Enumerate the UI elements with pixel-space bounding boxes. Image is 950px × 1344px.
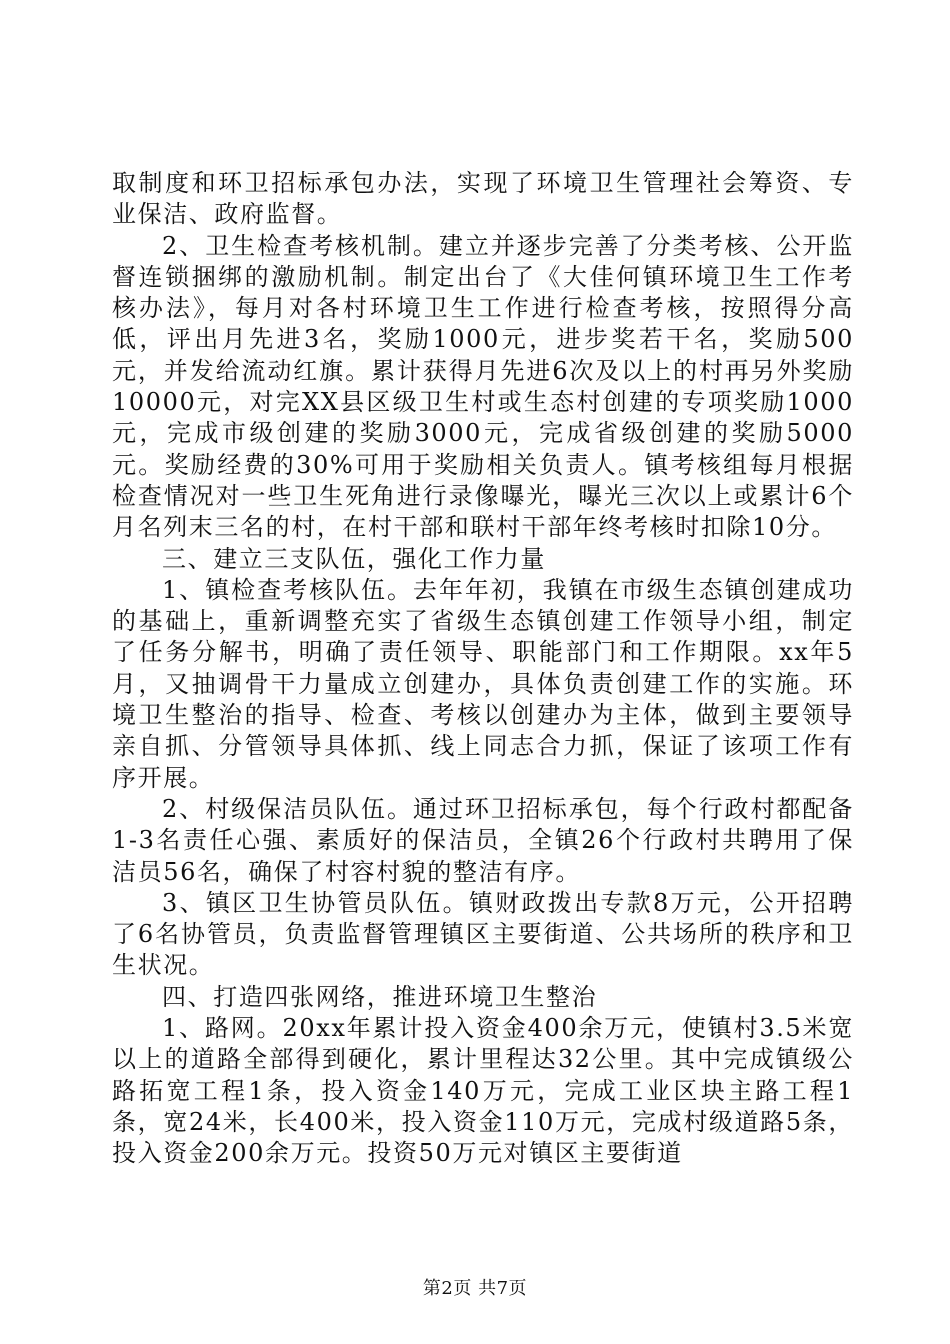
page-footer: 第2页 共7页 <box>422 1278 528 1299</box>
paragraph-4: 1、镇检查考核队伍。去年年初，我镇在市级生态镇创建成功的基础上，重新调整充实了省级生态镇创建工作领导小组，制定了任务分解书，明确了责任领导、职能部门和工作期限。xx年5月，又抽调骨干力量成立创建办，具体负责创建工作的实施。环境卫生整治的指导、检查、考核以创建办为主体，做到主要领导亲自抓、分管领导具体抓、线上同志合力抓，保证了该项工作有序开展。 <box>112 575 854 792</box>
paragraph-8: 1、路网。20xx年累计投入资金400余万元，使镇村3.5米宽以上的道路全部得到硬化，累计里程达32公里。其中完成镇级公路拓宽工程1条，投入资金140万元，完成工业区块主路工程1条，宽24米，长400米，投入资金110万元，完成村级道路5条，投入资金200余万元。投资50万元对镇区主要街道 <box>112 1014 854 1168</box>
paragraph-2: 2、卫生检查考核机制。建立并逐步完善了分类考核、公开监督连锁捆绑的激励机制。制定出台了《大佳何镇环境卫生工作考核办法》，每月对各村环境卫生工作进行检查考核，按照得分高低，评出月先进3名，奖励1000元，进步奖若干名，奖励500元，并发给流动红旗。累计获得月先进6次及以上的村再另外奖励10000元，对完XX县区级卫生村或生态村创建的专项奖励1000元，完成市级创建的奖励3000元，完成省级创建的奖励5000元。奖励经费的30%可用于奖励相关负责人。镇考核组每月根据检查情况对一些卫生死角进行录像曝光，曝光三次以上或累计6个月名列末三名的村，在村干部和联村干部年终考核时扣除10分。 <box>112 231 854 542</box>
paragraph-1: 取制度和环卫招标承包办法，实现了环境卫生管理社会筹资、专业保洁、政府监督。 <box>112 169 854 229</box>
section-heading-4: 四、打造四张网络，推进环境卫生整治 <box>162 982 598 1011</box>
paragraph-6: 3、镇区卫生协管员队伍。镇财政拨出专款8万元，公开招聘了6名协管员，负责监督管理镇区主要街道、公共场所的秩序和卫生状况。 <box>112 888 854 980</box>
document-body <box>112 168 854 1170</box>
paragraph-5: 2、村级保洁员队伍。通过环卫招标承包，每个行政村都配备1-3名责任心强、素质好的保洁员，全镇26个行政村共聘用了保洁员56名，确保了村容村貌的整洁有序。 <box>112 794 854 886</box>
section-heading-3: 三、建立三支队伍，强化工作力量 <box>162 544 546 573</box>
